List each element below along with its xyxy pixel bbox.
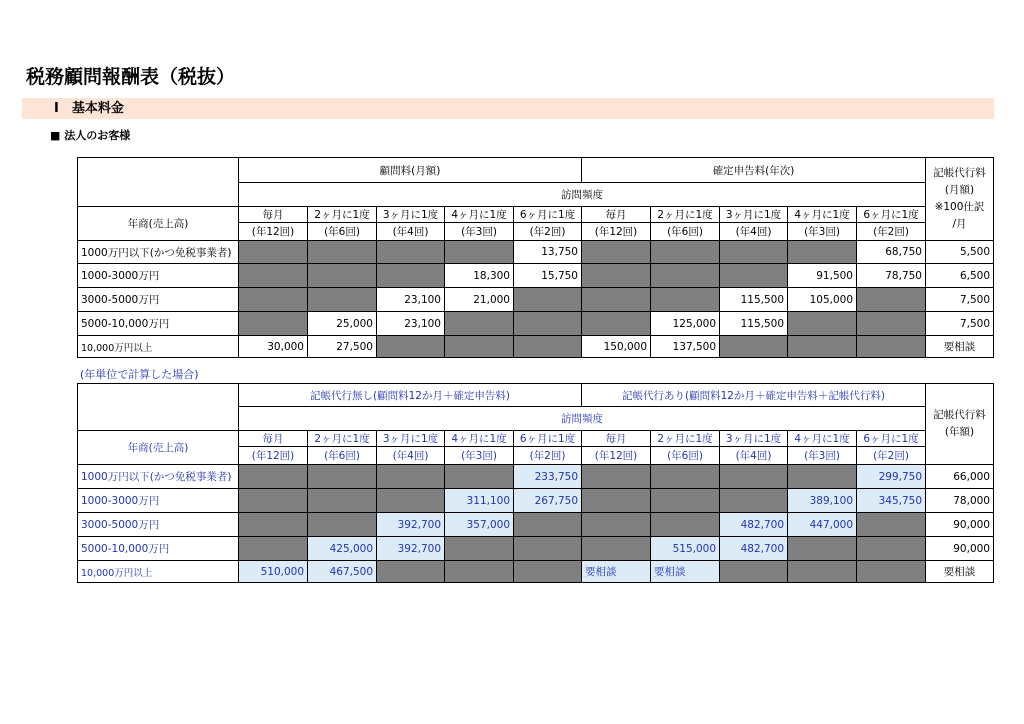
frequency-count: (年4回) bbox=[720, 223, 788, 241]
na-cell bbox=[308, 264, 377, 288]
group-header-no-bookkeeping: 記帳代行無し(顧問料12か月＋確定申告料) bbox=[239, 384, 582, 407]
na-cell bbox=[308, 241, 377, 264]
frequency-label: 6ヶ月に1度 bbox=[857, 207, 926, 223]
na-cell bbox=[308, 489, 377, 513]
frequency-count: (年4回) bbox=[377, 223, 445, 241]
revenue-tier-label: 3000-5000万円 bbox=[78, 513, 239, 537]
frequency-count: (年12回) bbox=[239, 447, 308, 465]
bookkeeping-header bbox=[926, 158, 994, 241]
frequency-row-top bbox=[78, 207, 994, 223]
table-row bbox=[78, 561, 994, 583]
frequency-row-top bbox=[78, 431, 994, 447]
frequency-count: (年6回) bbox=[308, 447, 377, 465]
fee-cell: 13,750 bbox=[514, 241, 582, 264]
bookkeeping-fee: 7,500 bbox=[926, 288, 994, 312]
na-cell bbox=[239, 312, 308, 336]
na-cell bbox=[651, 288, 720, 312]
na-cell bbox=[514, 561, 582, 583]
na-cell bbox=[239, 264, 308, 288]
na-cell bbox=[445, 465, 514, 489]
bookkeeping-header-line: /月 bbox=[952, 218, 967, 230]
bookkeeping-fee: 要相談 bbox=[926, 561, 994, 583]
na-cell bbox=[445, 537, 514, 561]
na-cell bbox=[857, 312, 926, 336]
na-cell bbox=[788, 537, 857, 561]
frequency-label: 6ヶ月に1度 bbox=[857, 431, 926, 447]
frequency-count: (年2回) bbox=[857, 447, 926, 465]
frequency-label: 2ヶ月に1度 bbox=[308, 431, 377, 447]
na-cell bbox=[651, 489, 720, 513]
revenue-column-header: 年商(売上高) bbox=[78, 207, 239, 241]
table-row bbox=[78, 336, 994, 358]
na-cell bbox=[788, 241, 857, 264]
frequency-count: (年2回) bbox=[514, 223, 582, 241]
na-cell bbox=[857, 513, 926, 537]
frequency-count: (年12回) bbox=[582, 223, 651, 241]
fee-cell: 115,500 bbox=[720, 288, 788, 312]
na-cell bbox=[788, 336, 857, 358]
table-row bbox=[78, 312, 994, 336]
revenue-column-header: 年商(売上高) bbox=[78, 431, 239, 465]
annual-calc-note: (年単位で計算した場合) bbox=[80, 368, 199, 381]
na-cell bbox=[514, 336, 582, 358]
table-row bbox=[78, 537, 994, 561]
frequency-label: 毎月 bbox=[582, 207, 651, 223]
na-cell bbox=[239, 288, 308, 312]
na-cell bbox=[651, 264, 720, 288]
fee-cell: 482,700 bbox=[720, 537, 788, 561]
frequency-count: (年2回) bbox=[514, 447, 582, 465]
fee-cell: 要相談 bbox=[651, 561, 720, 583]
na-cell bbox=[239, 489, 308, 513]
na-cell bbox=[582, 241, 651, 264]
table-row bbox=[78, 241, 994, 264]
na-cell bbox=[720, 336, 788, 358]
na-cell bbox=[445, 336, 514, 358]
na-cell bbox=[651, 465, 720, 489]
na-cell bbox=[582, 288, 651, 312]
na-cell bbox=[651, 513, 720, 537]
frequency-label: 4ヶ月に1度 bbox=[445, 431, 514, 447]
group-header-tax-return: 確定申告料(年次) bbox=[582, 158, 926, 183]
frequency-label: 2ヶ月に1度 bbox=[651, 431, 720, 447]
fee-cell: 392,700 bbox=[377, 537, 445, 561]
na-cell bbox=[582, 489, 651, 513]
frequency-count: (年6回) bbox=[308, 223, 377, 241]
frequency-label: 4ヶ月に1度 bbox=[445, 207, 514, 223]
frequency-label: 3ヶ月に1度 bbox=[377, 431, 445, 447]
fee-cell: 267,750 bbox=[514, 489, 582, 513]
bookkeeping-header-line: (月額) bbox=[944, 184, 975, 196]
na-cell bbox=[857, 288, 926, 312]
bookkeeping-fee: 90,000 bbox=[926, 537, 994, 561]
na-cell bbox=[514, 312, 582, 336]
frequency-label: 6ヶ月に1度 bbox=[514, 207, 582, 223]
na-cell bbox=[445, 561, 514, 583]
na-cell bbox=[720, 489, 788, 513]
revenue-tier-label: 5000-10,000万円 bbox=[78, 312, 239, 336]
na-cell bbox=[514, 288, 582, 312]
table-row bbox=[78, 465, 994, 489]
na-cell bbox=[857, 336, 926, 358]
fee-cell: 27,500 bbox=[308, 336, 377, 358]
frequency-count: (年3回) bbox=[445, 447, 514, 465]
group-header-with-bookkeeping: 記帳代行あり(顧問料12か月＋確定申告料＋記帳代行料) bbox=[582, 384, 926, 407]
fee-table-annual bbox=[77, 383, 994, 583]
bookkeeping-header-line: ※100仕訳 bbox=[934, 201, 985, 213]
revenue-tier-label: 10,000万円以上 bbox=[78, 336, 239, 358]
fee-cell: 要相談 bbox=[582, 561, 651, 583]
bookkeeping-fee: 6,500 bbox=[926, 264, 994, 288]
table-row bbox=[78, 513, 994, 537]
fee-cell: 392,700 bbox=[377, 513, 445, 537]
na-cell bbox=[857, 537, 926, 561]
na-cell bbox=[720, 241, 788, 264]
na-cell bbox=[308, 465, 377, 489]
na-cell bbox=[720, 465, 788, 489]
frequency-count: (年6回) bbox=[651, 447, 720, 465]
fee-cell: 345,750 bbox=[857, 489, 926, 513]
na-cell bbox=[239, 537, 308, 561]
na-cell bbox=[582, 264, 651, 288]
fee-cell: 23,100 bbox=[377, 288, 445, 312]
table-row bbox=[78, 489, 994, 513]
na-cell bbox=[582, 465, 651, 489]
na-cell bbox=[445, 241, 514, 264]
fee-cell: 91,500 bbox=[788, 264, 857, 288]
bookkeeping-annual-header bbox=[926, 384, 994, 465]
frequency-count: (年3回) bbox=[445, 223, 514, 241]
na-cell bbox=[720, 264, 788, 288]
header-blank bbox=[78, 384, 239, 431]
na-cell bbox=[377, 241, 445, 264]
fee-cell: 467,500 bbox=[308, 561, 377, 583]
bookkeeping-header-line: (年額) bbox=[944, 426, 975, 438]
na-cell bbox=[582, 513, 651, 537]
revenue-tier-label: 5000-10,000万円 bbox=[78, 537, 239, 561]
frequency-label: 毎月 bbox=[582, 431, 651, 447]
header-blank bbox=[78, 158, 239, 207]
bookkeeping-fee: 66,000 bbox=[926, 465, 994, 489]
na-cell bbox=[377, 561, 445, 583]
fee-cell: 447,000 bbox=[788, 513, 857, 537]
na-cell bbox=[239, 465, 308, 489]
fee-cell: 311,100 bbox=[445, 489, 514, 513]
fee-cell: 105,000 bbox=[788, 288, 857, 312]
revenue-tier-label: 1000万円以下(かつ免税事業者) bbox=[78, 465, 239, 489]
frequency-count: (年4回) bbox=[720, 447, 788, 465]
page-title: 税務顧問報酬表（税抜） bbox=[26, 66, 236, 88]
revenue-tier-label: 10,000万円以上 bbox=[78, 561, 239, 583]
na-cell bbox=[514, 537, 582, 561]
na-cell bbox=[377, 264, 445, 288]
revenue-tier-label: 3000-5000万円 bbox=[78, 288, 239, 312]
frequency-label: 4ヶ月に1度 bbox=[788, 431, 857, 447]
fee-cell: 78,750 bbox=[857, 264, 926, 288]
fee-cell: 150,000 bbox=[582, 336, 651, 358]
table-row bbox=[78, 288, 994, 312]
bookkeeping-fee: 7,500 bbox=[926, 312, 994, 336]
na-cell bbox=[308, 288, 377, 312]
section-heading: Ⅰ 基本料金 bbox=[22, 98, 994, 119]
fee-cell: 23,100 bbox=[377, 312, 445, 336]
visit-frequency-header: 訪問頻度 bbox=[239, 407, 926, 431]
na-cell bbox=[788, 561, 857, 583]
na-cell bbox=[445, 312, 514, 336]
na-cell bbox=[651, 241, 720, 264]
bookkeeping-fee: 要相談 bbox=[926, 336, 994, 358]
frequency-count: (年3回) bbox=[788, 223, 857, 241]
fee-cell: 137,500 bbox=[651, 336, 720, 358]
frequency-label: 毎月 bbox=[239, 207, 308, 223]
frequency-label: 6ヶ月に1度 bbox=[514, 431, 582, 447]
bookkeeping-fee: 78,000 bbox=[926, 489, 994, 513]
frequency-count: (年2回) bbox=[857, 223, 926, 241]
na-cell bbox=[377, 465, 445, 489]
bookkeeping-fee: 90,000 bbox=[926, 513, 994, 537]
na-cell bbox=[788, 465, 857, 489]
na-cell bbox=[788, 312, 857, 336]
na-cell bbox=[377, 336, 445, 358]
frequency-count: (年4回) bbox=[377, 447, 445, 465]
fee-cell: 299,750 bbox=[857, 465, 926, 489]
frequency-count: (年6回) bbox=[651, 223, 720, 241]
fee-cell: 482,700 bbox=[720, 513, 788, 537]
frequency-label: 4ヶ月に1度 bbox=[788, 207, 857, 223]
frequency-label: 毎月 bbox=[239, 431, 308, 447]
fee-cell: 515,000 bbox=[651, 537, 720, 561]
fee-cell: 510,000 bbox=[239, 561, 308, 583]
fee-cell: 30,000 bbox=[239, 336, 308, 358]
na-cell bbox=[377, 489, 445, 513]
na-cell bbox=[582, 312, 651, 336]
frequency-count: (年12回) bbox=[582, 447, 651, 465]
fee-cell: 21,000 bbox=[445, 288, 514, 312]
fee-cell: 389,100 bbox=[788, 489, 857, 513]
frequency-label: 3ヶ月に1度 bbox=[720, 431, 788, 447]
group-header-advisory: 顧問料(月額) bbox=[239, 158, 582, 183]
revenue-tier-label: 1000万円以下(かつ免税事業者) bbox=[78, 241, 239, 264]
bookkeeping-header-line: 記帳代行料 bbox=[933, 167, 986, 179]
frequency-label: 2ヶ月に1度 bbox=[308, 207, 377, 223]
subheading-corporate: ■ 法人のお客様 bbox=[50, 129, 131, 142]
frequency-label: 3ヶ月に1度 bbox=[720, 207, 788, 223]
frequency-label: 3ヶ月に1度 bbox=[377, 207, 445, 223]
na-cell bbox=[857, 561, 926, 583]
revenue-tier-label: 1000-3000万円 bbox=[78, 489, 239, 513]
na-cell bbox=[308, 513, 377, 537]
frequency-label: 2ヶ月に1度 bbox=[651, 207, 720, 223]
fee-cell: 18,300 bbox=[445, 264, 514, 288]
fee-cell: 115,500 bbox=[720, 312, 788, 336]
fee-cell: 68,750 bbox=[857, 241, 926, 264]
na-cell bbox=[239, 513, 308, 537]
na-cell bbox=[582, 537, 651, 561]
fee-cell: 233,750 bbox=[514, 465, 582, 489]
revenue-tier-label: 1000-3000万円 bbox=[78, 264, 239, 288]
na-cell bbox=[720, 561, 788, 583]
fee-cell: 425,000 bbox=[308, 537, 377, 561]
na-cell bbox=[239, 241, 308, 264]
fee-table-monthly bbox=[77, 157, 994, 358]
frequency-count: (年3回) bbox=[788, 447, 857, 465]
frequency-count: (年12回) bbox=[239, 223, 308, 241]
bookkeeping-fee: 5,500 bbox=[926, 241, 994, 264]
fee-cell: 357,000 bbox=[445, 513, 514, 537]
fee-cell: 15,750 bbox=[514, 264, 582, 288]
fee-cell: 25,000 bbox=[308, 312, 377, 336]
bookkeeping-header-line: 記帳代行料 bbox=[933, 409, 986, 421]
table-row bbox=[78, 264, 994, 288]
fee-cell: 125,000 bbox=[651, 312, 720, 336]
na-cell bbox=[514, 513, 582, 537]
visit-frequency-header: 訪問頻度 bbox=[239, 183, 926, 207]
